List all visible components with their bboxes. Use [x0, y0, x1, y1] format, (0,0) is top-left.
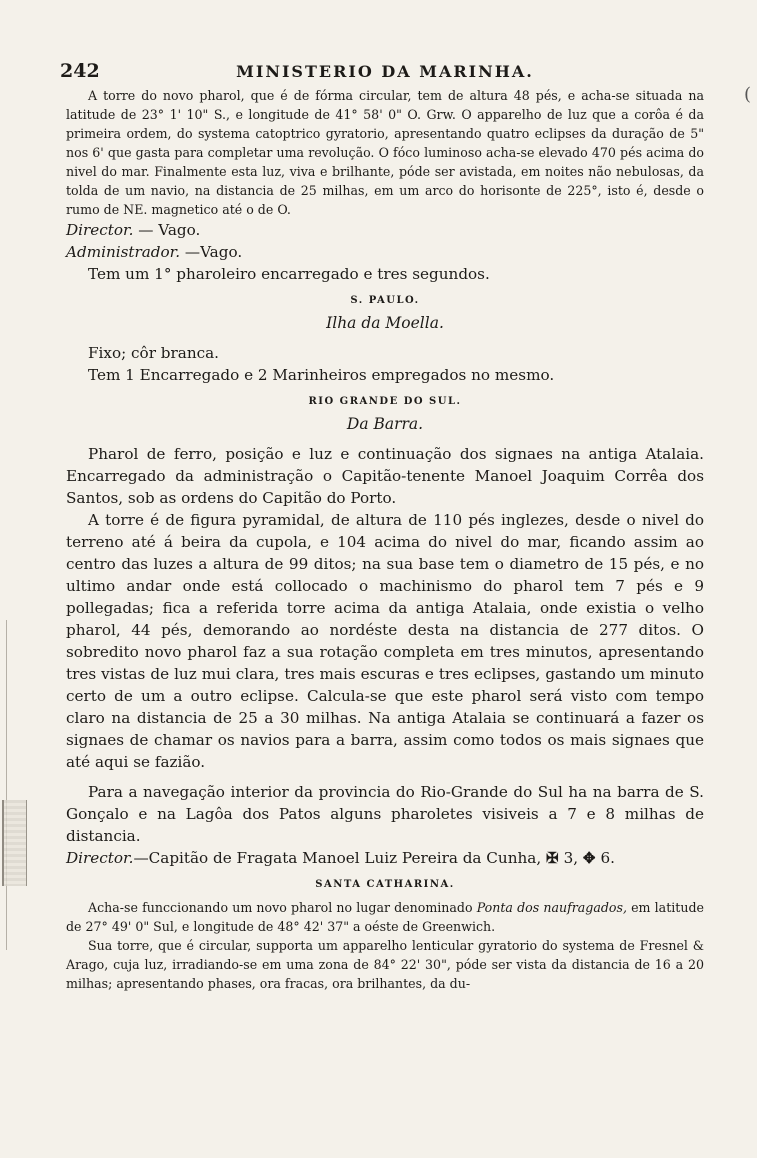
rio-grande-subheading: Da Barra. [346, 415, 424, 433]
rio-grande-paragraph-2: A torre é de figura pyramidal, de altura de 110 pés inglezes, desde o nivel do terreno até á beira da cupola, e 104 acima do nivel do mar, ficando assim ao centro das luzes a altura de 99 ditos; na sua base tem o diametro de 15 pés, e no ultimo andar onde está collocado o machinismo do pharol tem 7 pés e 9 pollegadas; fica a referida torre acima da antiga Atalaia, onde existia o velho pharol, 44 pés, demorando ao nordéste desta na distancia de 277 ditos. O sobredito novo pharol faz a sua rotação completa em tres minutos, apresentando tres vistas de luz mui clara, tres mais escuras e tres eclipses, gastando um minuto certo de um a outro eclipse. Calcula-se que este pharol será visto com tempo claro na distancia de 25 a 30 milhas. Na antiga Atalaia se continuará a fazer os signaes de chamar os navios para a barra, assim como todos os mais signaes que até aqui se fazião. [66, 511, 704, 771]
sao-paulo-line-2: Tem 1 Encarregado e 2 Marinheiros empregados no mesmo. [88, 366, 555, 384]
paragraph-gap [66, 773, 704, 781]
administrator-line [66, 241, 704, 263]
rio-grande-director-value: —Capitão de Fragata Manoel Luiz Pereira da Cunha, [133, 849, 542, 867]
santa-catharina-paragraph-2: Sua torre, que é circular, supporta um apparelho lenticular gyratorio do systema de Fresnel & Arago, cuja luz, irradiando-se em uma zona de 84° 22' 30", póde ser vista da distancia de 16 a 20 milhas; apresentando phases, ora fracas, ora brilhantes, da du- [66, 938, 704, 991]
director-line [66, 219, 704, 241]
page-number: 242 [60, 60, 100, 82]
administrator-value: —Vago. [184, 243, 243, 261]
santa-catharina-paragraph-1 [66, 898, 704, 936]
sao-paulo-heading: S. PAULO. [350, 295, 420, 306]
director-label: Director. [66, 221, 134, 239]
santa-catharina-p1-end: em latitude de 27° 49' 0" Sul, e longitude de 48° 42' 37" a oéste de Greenwich. [66, 900, 704, 934]
sao-paulo-subheading: Ilha da Moella. [326, 314, 444, 332]
edge-mark: ( [743, 84, 751, 105]
rio-grande-director-label: Director. [66, 849, 134, 867]
sao-paulo-line-1: Fixo; côr branca. [88, 344, 219, 362]
order-cross-icon: ✠ [546, 849, 559, 867]
director-value: — Vago. [138, 221, 201, 239]
order-rose-icon: ✥ [582, 849, 596, 867]
rio-grande-director-line [66, 847, 704, 869]
rio-grande-paragraph-1: Pharol de ferro, posição e luz e continuação dos signaes na antiga Atalaia. Encarregado da administração o Capitão-tenente Manoel Joaquim Corrêa dos Santos, sob as ordens do Capitão do Porto. [66, 445, 704, 507]
margin-line [6, 620, 7, 950]
rio-grande-heading: RIO GRANDE DO SUL. [308, 396, 462, 407]
santa-catharina-place-name: Ponta dos naufragados, [476, 900, 627, 915]
order-cross-number: 3, [563, 849, 579, 867]
order-rose-number: 6. [600, 849, 615, 867]
rio-grande-paragraph-3: Para a navegação interior da provincia do Rio-Grande do Sul ha na barra de S. Gonçalo e na Lagôa dos Patos alguns pharoletes visiveis a 7 e 8 milhas de distancia. [66, 783, 704, 845]
intro-paragraph: A torre do novo pharol, que é de fórma circular, tem de altura 48 pés, e acha-se situada na latitude de 23° 1' 10" S., e longitude de 41° 58' 0" O. Grw. O apparelho de luz que a corôa é da primeira ordem, do systema catoptrico gyratorio, apresentando quatro eclipses da duração de 5" nos 6' que gasta para completar uma revolução. O fóco luminoso acha-se elevado 470 pés acima do nivel do mar. Finalmente esta luz, viva e brilhante, póde ser avistada, em noites não nebulosas, da tolda de um navio, na distancia de 25 milhas, em um arco do horisonte de 225°, isto é, desde o rumo de NE. magnetico até o de O. [66, 88, 704, 217]
margin-binding-mark [2, 800, 27, 886]
santa-catharina-p1-start: Acha-se funccionando um novo pharol no lugar denominado [88, 900, 473, 915]
document-page [60, 60, 704, 993]
santa-catharina-heading: SANTA CATHARINA. [315, 879, 455, 890]
administrator-label: Administrador. [66, 243, 181, 261]
page-header [60, 60, 704, 86]
running-title: MINISTERIO DA MARINHA. [236, 62, 534, 81]
staff-line: Tem um 1° pharoleiro encarregado e tres segundos. [88, 265, 490, 283]
